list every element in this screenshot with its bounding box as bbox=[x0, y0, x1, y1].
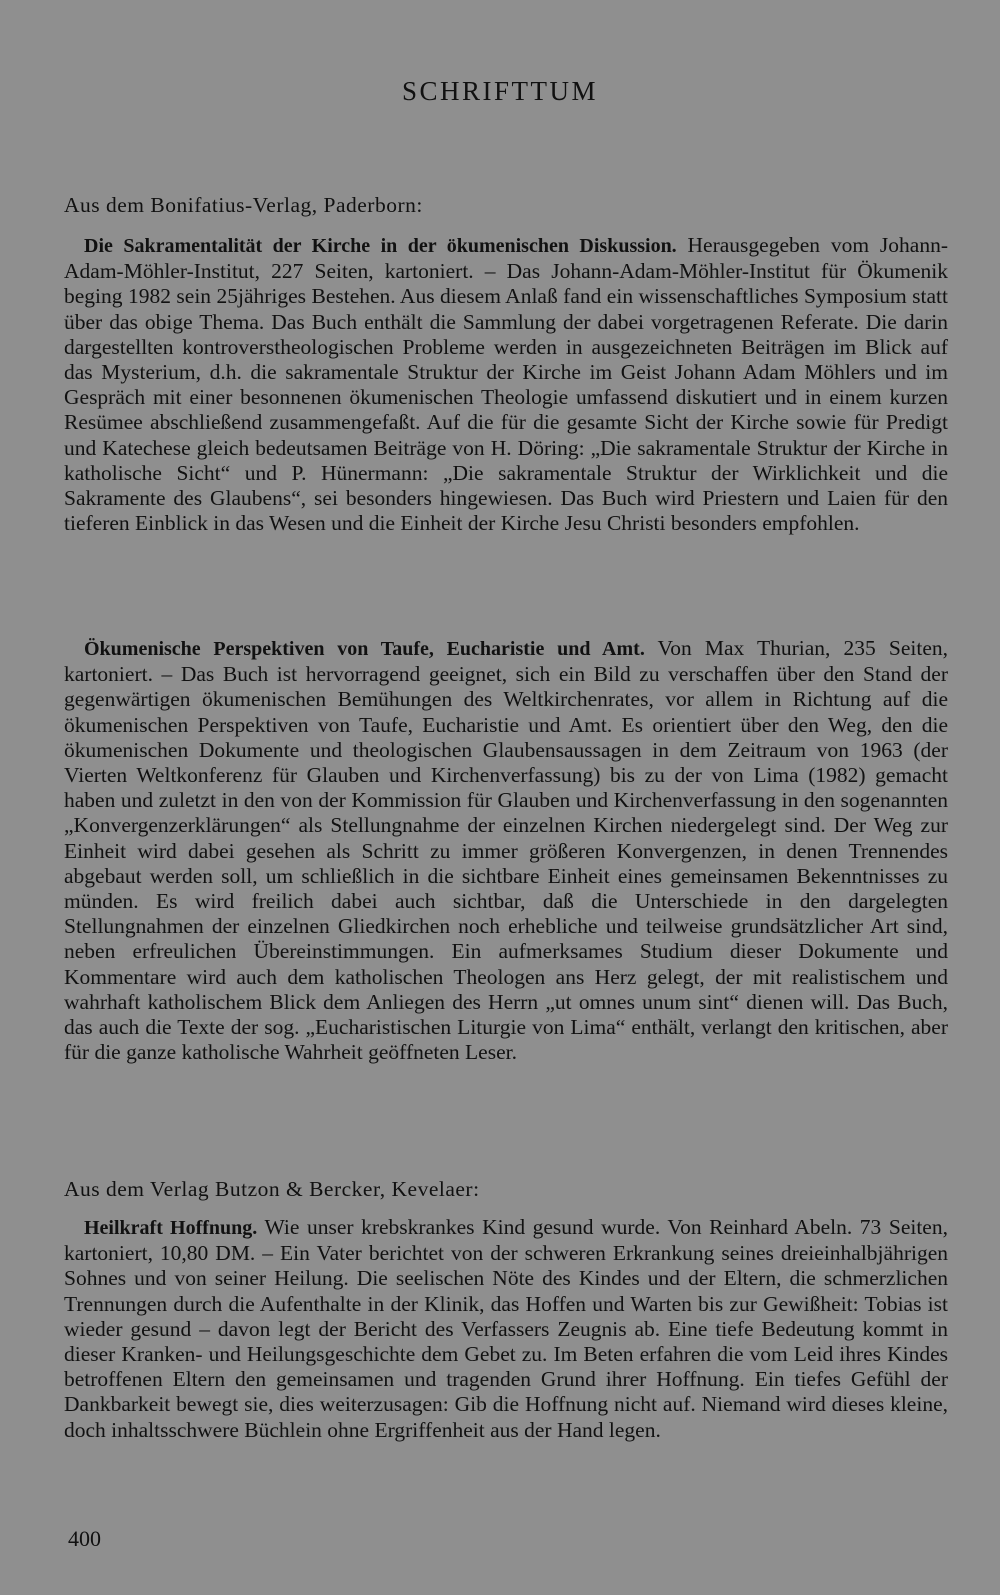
review-text: Herausgegeben vom Johann-Adam-Möhler-Institut, 227 Seiten, kartoniert. – Das Johann-Adam-Möhler-Institut für Ökumenik beging 1982 sein 25jähriges Bestehen. Aus diesem Anlaß fand ein wissenschaftliches Symposium statt über das obige Thema. Das Buch enthält die Sammlung der dabei vorgetragenen Referate. Die darin dargestellten kontroverstheologischen Probleme werden in ausgezeichneten Beiträgen im Blick auf das Mysterium, d.h. die sakramentale Struktur der Kirche im Geist Johann Adam Möhlers und im Gespräch mit einer besonnenen ökumenischen Theologie umfassend diskutiert und in einem kurzen Resümee abschließend zusammengefaßt. Auf die für die gesamte Sicht der Kirche sowie für Predigt und Katechese gleich bedeutsamen Beiträge von H. Döring: „Die sakramentale Struktur der Kirche in katholische Sicht“ und P. Hünermann: „Die sakramentale Struktur der Wirklichkeit und die Sakramente des Glaubens“, sei besonders hingewiesen. Das Buch wird Priestern und Laien für den tieferen Einblick in das Wesen und die Einheit der Kirche Jesu Christi besonders empfohlen. bbox=[64, 233, 948, 536]
review-text: Von Max Thurian, 235 Seiten, kartoniert. – Das Buch ist hervorragend geeignet, sich ein Bild zu verschaffen über den Stand der gegenwärtigen ökumenischen Bemühungen des Weltkirchenrates, vor allem in Richtung auf die ökumenischen Perspektiven von Taufe, Eucharistie und Amt. Es orientiert über den Weg, den die ökumenischen Dokumente und theologischen Glaubensaussagen in dem Zeitraum von 1963 (der Vierten Weltkonferenz für Glauben und Kirchenverfassung) bis zu der von Lima (1982) gemacht haben und zuletzt in den von der Kommission für Glauben und Kirchenverfassung in den sogenannten „Konvergenzerklärungen“ als Stellungnahme der einzelnen Kirchen niedergelegt sind. Der Weg zur Einheit wird dabei gesehen als Schritt zu immer größeren Konvergenzen, in denen Trennendes abgebaut werden soll, um schließlich in die sichtbare Einheit eines gemeinsamen Bekenntnisses zu münden. Es wird freilich dabei auch sichtbar, daß die Unterschiede in den dargelegten Stellungnahmen der einzelnen Gliedkirchen noch erhebliche und teilweise grundsätzlicher Art sind, neben erfreulichen Übereinstimmungen. Ein aufmerksames Studium dieser Dokumente und Kommentare wird auch dem katholischen Theologen ans Herz gelegt, der mit realistischem und wahrhaft katholischem Blick dem Anliegen des Herrn „ut omnes unum sint“ dienen will. Das Buch, das auch die Texte der sog. „Eucharistischen Liturgie von Lima“ enthält, verlangt den kritischen, aber für die ganze katholische Wahrheit geöffneten Leser. bbox=[64, 636, 948, 1065]
review-title: Ökumenische Perspektiven von Taufe, Eucharistie und Amt. bbox=[84, 638, 645, 660]
review-text: Wie unser krebskrankes Kind gesund wurde. Von Reinhard Abeln. 73 Seiten, kartoniert, 10,80 DM. – Ein Vater berichtet von der schweren Erkrankung seines dreieinhalbjährigen Sohnes und von seiner Heilung. Die seelischen Nöte des Kindes und der Eltern, die schmerzlichen Trennungen durch die Aufenthalte in der Klinik, das Hoffen und Warten bis zur Gewißheit: Tobias ist wieder gesund – davon legt der Bericht des Verfassers Zeugnis ab. Eine tiefe Bedeutung kommt in dieser Kranken- und Heilungsgeschichte dem Gebet zu. Im Beten erfahren die vom Leid ihres Kindes betroffenen Eltern den gemeinsamen und tragenden Grund ihrer Hoffnung. Ein tiefes Gefühl der Dankbarkeit bewegt sie, dies weiterzusagen: Gib die Hoffnung nicht auf. Niemand wird dieses kleine, doch inhaltsschwere Büchlein ohne Ergriffenheit aus der Hand legen. bbox=[64, 1215, 948, 1442]
review-title: Heilkraft Hoffnung. bbox=[84, 1217, 258, 1239]
review-oekumenische-perspektiven bbox=[64, 636, 948, 1065]
review-sakramentalitaet bbox=[64, 233, 948, 536]
page-title: SCHRIFTTUM bbox=[401, 76, 599, 106]
publisher-heading-butzon-bercker: Aus dem Verlag Butzon & Bercker, Kevelaer: bbox=[64, 1177, 480, 1201]
publisher-heading-bonifatius: Aus dem Bonifatius-Verlag, Paderborn: bbox=[64, 193, 423, 217]
page-number: 400 bbox=[68, 1526, 101, 1551]
review-title: Die Sakramentalität der Kirche in der ökumenischen Diskussion. bbox=[84, 235, 677, 257]
review-heilkraft-hoffnung bbox=[64, 1215, 948, 1443]
